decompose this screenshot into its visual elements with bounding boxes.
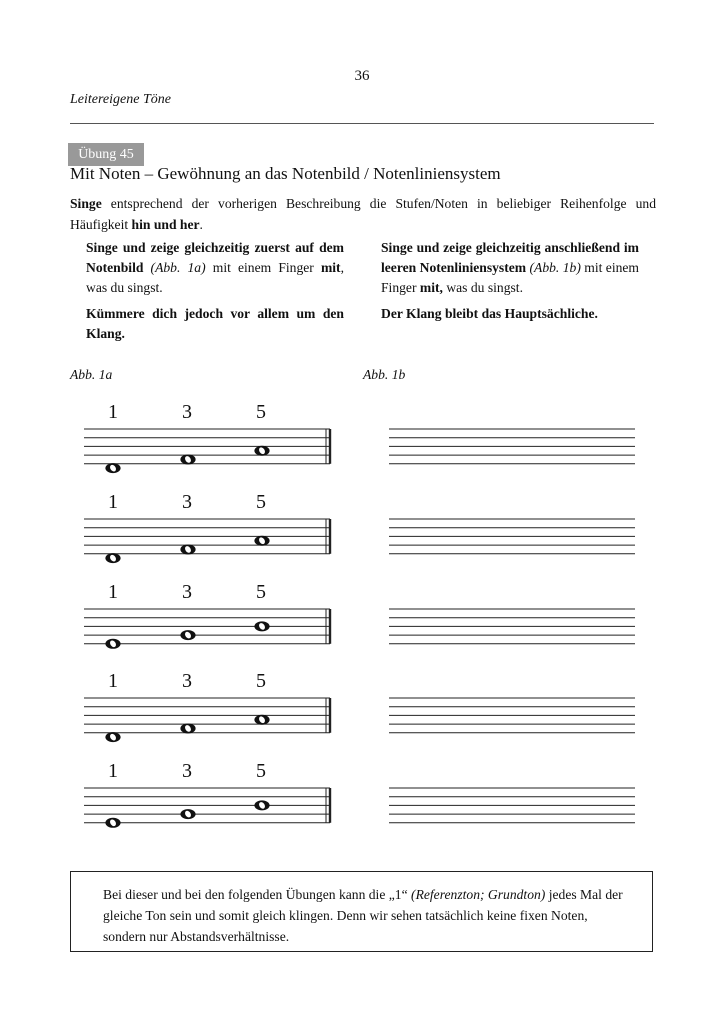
intro-bold-hin-her: hin und her	[131, 217, 200, 232]
step-number: 5	[256, 401, 266, 423]
page-number: 36	[354, 68, 370, 84]
left-bold-2: Kümmere dich jedoch vor allem um den Klang.	[86, 306, 344, 341]
left-bold-1: Singe und zeige gleichzeitig zuerst auf dem Notenbild	[86, 240, 344, 275]
step-number: 1	[108, 581, 118, 603]
whole-note	[254, 800, 269, 810]
step-number: 5	[256, 581, 266, 603]
right-bold-2: Der Klang bleibt das Hauptsächliche.	[381, 306, 598, 321]
step-number: 1	[108, 491, 118, 513]
whole-note	[180, 630, 195, 640]
whole-note	[105, 732, 120, 742]
whole-note	[254, 446, 269, 456]
whole-note	[180, 723, 195, 733]
left-bold-mit: mit	[320, 260, 341, 275]
left-italic-ref: (Abb. 1a)	[143, 260, 206, 275]
whole-note	[105, 639, 120, 649]
whole-note	[254, 715, 269, 725]
right-italic-ref: (Abb. 1b)	[526, 260, 581, 275]
whole-note	[105, 818, 120, 828]
right-bold-1: Singe und zeige gleichzeitig anschließend im leeren Notenliniensystem	[381, 240, 639, 275]
right-text-2: was du singst.	[442, 280, 523, 295]
step-number: 3	[182, 581, 192, 603]
step-number: 5	[256, 670, 266, 692]
right-text-1: mit einem Finger	[381, 260, 639, 295]
step-number: 5	[256, 491, 266, 513]
step-number: 5	[256, 760, 266, 782]
exercise-badge: Übung 45	[68, 143, 144, 166]
whole-note	[180, 454, 195, 464]
whole-note	[180, 809, 195, 819]
note-box-text-2: jedes Mal der gleiche Ton sein und somit gleich klingen. Denn wir sehen tatsächlich keine fixen Noten, sondern nur Abstandsverhältnisse.	[103, 887, 623, 944]
whole-note	[105, 463, 120, 473]
intro-end: .	[199, 217, 203, 232]
caption-abb-1a: Abb. 1a	[70, 367, 113, 382]
caption-abb-1b: Abb. 1b	[363, 367, 406, 382]
note-box-text-1: Bei dieser und bei den folgenden Übungen kann die „1“	[103, 887, 408, 902]
note-box-text	[103, 884, 623, 947]
note-box-italic: (Referenzton; Grundton)	[407, 887, 546, 902]
intro-text: entsprechend der vorherigen Beschreibung die Stufen/Noten in beliebiger Reihenfolge und Häufigkeit	[70, 196, 656, 232]
step-number: 3	[182, 491, 192, 513]
left-text-1: mit einem Finger	[205, 260, 321, 275]
step-number: 1	[108, 760, 118, 782]
whole-note	[180, 544, 195, 554]
right-bold-mit: mit,	[419, 280, 443, 295]
intro-bold-singe: Singe	[70, 196, 102, 211]
exercise-title: Mit Noten – Gewöhnung an das Notenbild / Notenliniensystem	[70, 164, 501, 183]
step-number: 3	[182, 401, 192, 423]
step-number: 3	[182, 760, 192, 782]
step-number: 3	[182, 670, 192, 692]
left-text-2: , was du singst.	[86, 260, 344, 295]
step-number: 1	[108, 401, 118, 423]
section-title: Leitereigene Töne	[70, 92, 171, 107]
whole-note	[254, 536, 269, 546]
step-number: 1	[108, 670, 118, 692]
whole-note	[105, 553, 120, 563]
whole-note	[254, 621, 269, 631]
